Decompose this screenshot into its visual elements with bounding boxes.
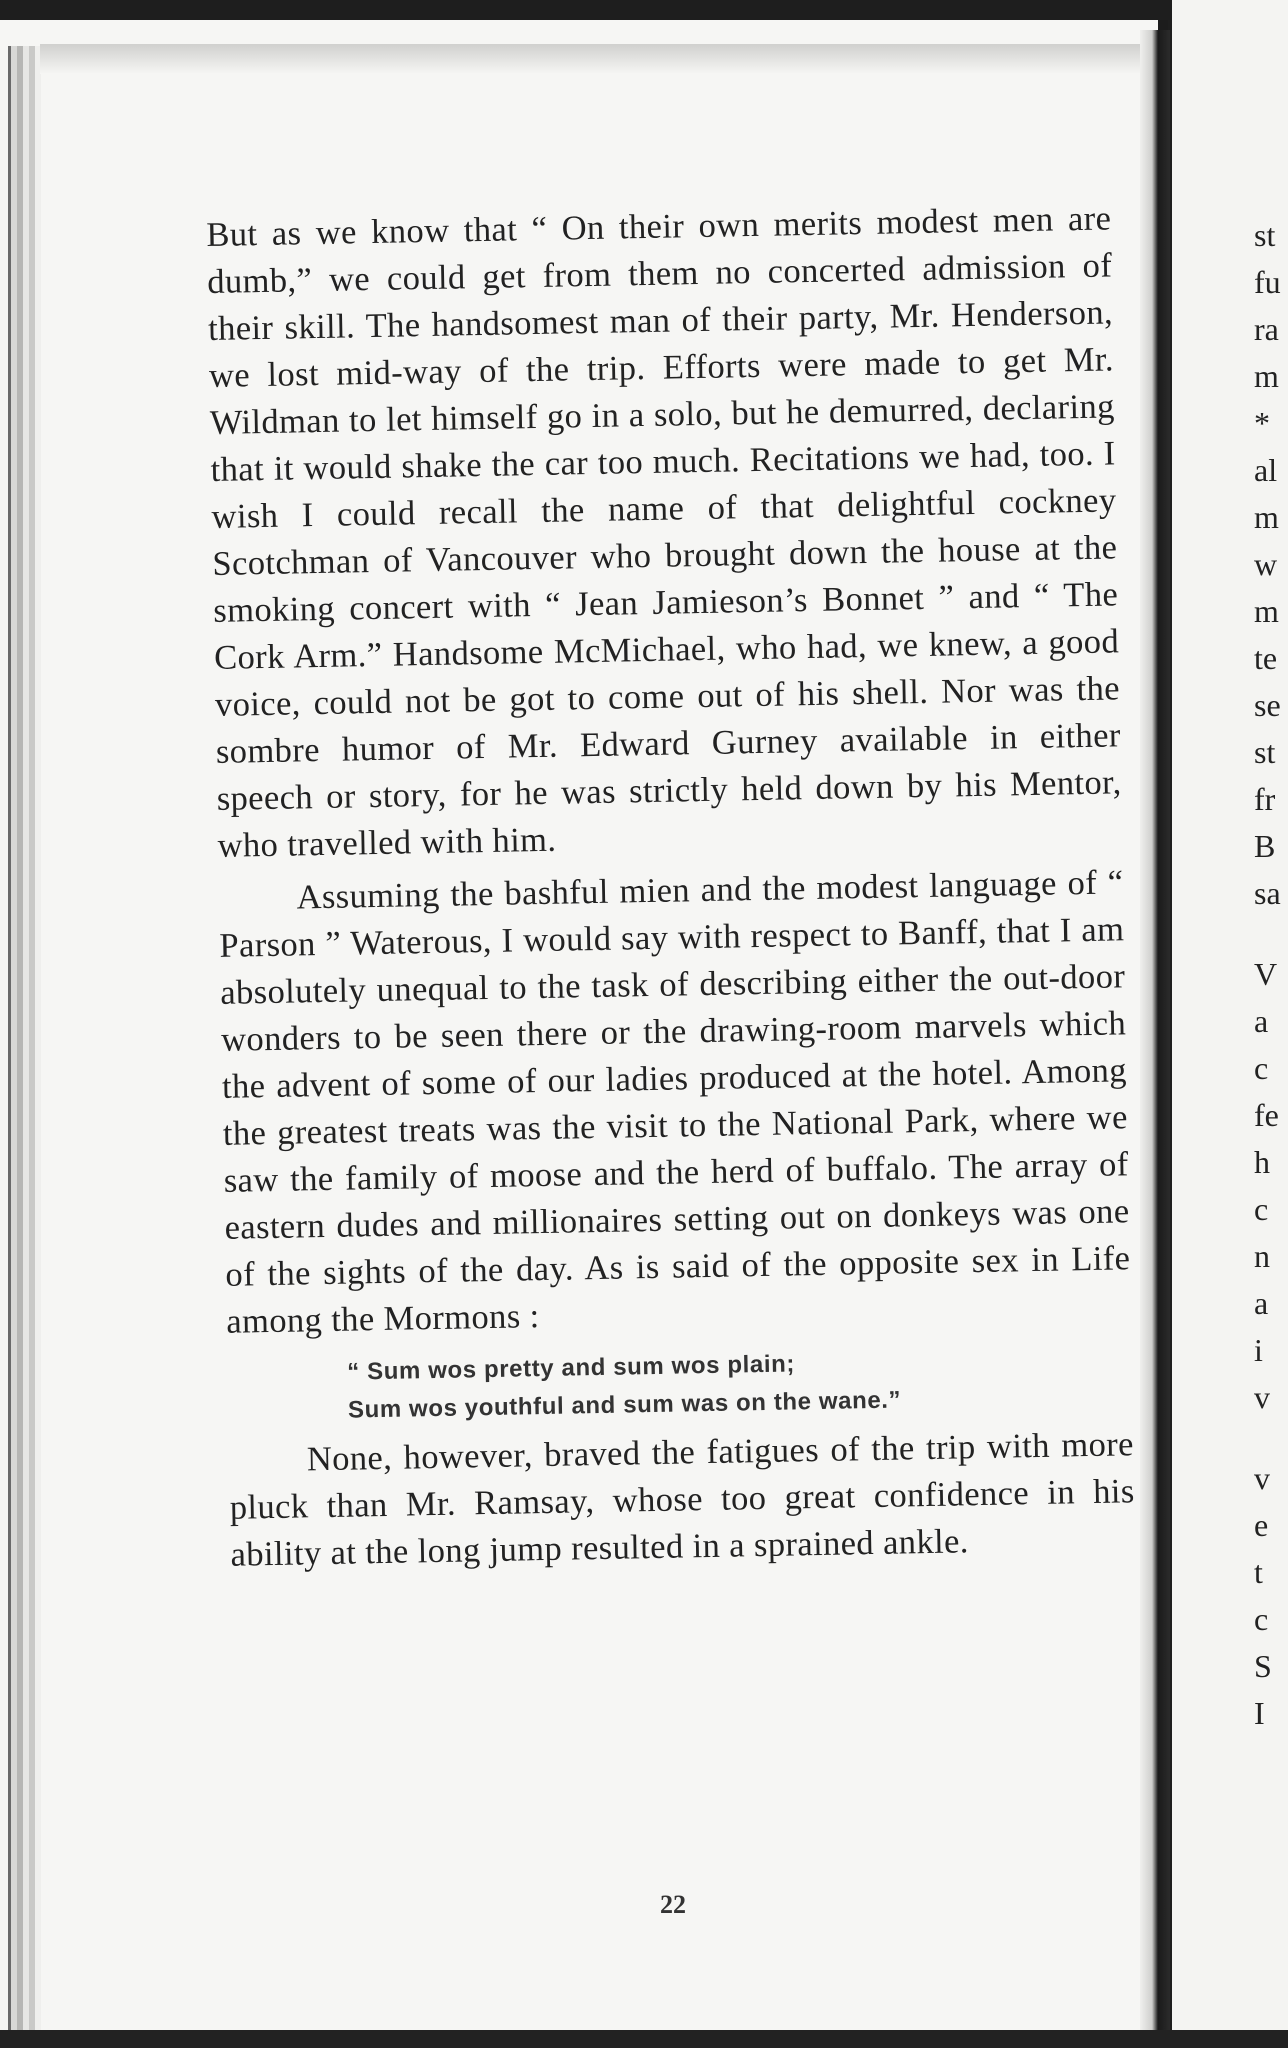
facing-page-fragment: I [1254, 1695, 1265, 1731]
facing-page-fragment: fr [1254, 781, 1276, 817]
facing-page-fragment: h [1254, 1144, 1270, 1180]
facing-page-fragment: m [1254, 499, 1279, 535]
facing-page-fragment: fu [1254, 264, 1281, 300]
facing-page-fragment: se [1254, 687, 1281, 723]
top-shadow [40, 44, 1140, 74]
facing-page-fragment: st [1254, 217, 1276, 253]
facing-page-fragment: te [1254, 640, 1278, 676]
facing-page-fragment: V [1254, 956, 1278, 992]
facing-page-fragment: m [1254, 593, 1279, 629]
facing-page-fragment [1254, 1421, 1288, 1455]
facing-page-fragment: a [1254, 1285, 1269, 1321]
facing-page-fragment: c [1254, 1601, 1269, 1637]
bottom-edge [0, 2030, 1288, 2048]
facing-page-fragment: st [1254, 734, 1276, 770]
paragraph-3: None, however, braved the fatigues of the trip with more pluck than Mr. Ramsay, whose too great confidence in his ability at the long jump resulted in a sprained ankle. [229, 1425, 1135, 1574]
facing-page-fragment: c [1254, 1191, 1269, 1227]
facing-page-fragment: B [1254, 828, 1276, 864]
paragraph-1: But as we know that “ On their own merits modest men are dumb,” we could get from them no concerted admission of their skill. The handsomest man of their party, Mr. Henderson, we lost mid-way of the trip. Efforts were made to get Mr. Wildman to let himself go in a solo, but he demurred, declaring that it would shake the car too much. Recitations we had, too. I wish I could recall the name of that delightful cockney Scotchman of Vancouver who brought down the house at the smoking concert with “ Jean Jamieson’s Bonnet ” and “ The Cork Arm.” Handsome McMichael, who had, we knew, a good voice, could not be got to come out of his shell. Nor was the sombre humor of Mr. Edward Gurney available in either speech or story, for he was strictly held down by his Mentor, who travelled with him. [206, 199, 1122, 865]
facing-page-fragment: a [1254, 1003, 1269, 1039]
left-page [0, 20, 1168, 2048]
facing-page-text-fragments [1254, 212, 1288, 1737]
facing-page-fragment: ra [1254, 311, 1279, 347]
facing-page-fragment: m [1254, 358, 1279, 394]
facing-page-fragment: n [1254, 1238, 1270, 1274]
book-gutter [1140, 30, 1170, 2048]
verse-line-1: “ Sum wos pretty and sum wos plain; [347, 1350, 796, 1386]
facing-page-fragment: al [1254, 452, 1278, 488]
facing-page-fragment: i [1254, 1332, 1263, 1368]
facing-page-fragment: fe [1254, 1097, 1279, 1133]
page-number: 22 [660, 1890, 686, 1919]
facing-page-fragment [1254, 917, 1288, 951]
facing-page-fragment: t [1254, 1554, 1263, 1590]
facing-page-fragment: v [1254, 1460, 1270, 1496]
facing-page-fragment: w [1254, 546, 1278, 582]
facing-page [1172, 0, 1288, 2048]
facing-page-fragment: * [1254, 405, 1270, 441]
verse-line-2: Sum wos youthful and sum was on the wane.” [347, 1386, 902, 1424]
facing-page-fragment: v [1254, 1379, 1270, 1415]
facing-page-fragment: c [1254, 1050, 1269, 1086]
verse-quote [347, 1339, 1133, 1429]
facing-page-fragment: sa [1254, 875, 1281, 911]
facing-page-fragment: S [1254, 1648, 1272, 1684]
facing-page-fragment: e [1254, 1507, 1269, 1543]
paragraph-2: Assuming the bashful mien and the modest language of “ Parson ” Waterous, I would say with respect to Banff, that I am absolutely unequal to the task of describing either the out-door wonders to be seen there or the drawing-room marvels which the advent of some of our ladies produced at the hotel. Among the greatest treats was the visit to the National Park, where we saw the family of moose and the herd of buffalo. The array of eastern dudes and millionaires setting out on donkeys was one of the sights of the day. As is said of the opposite sex in Life among the Mormons : [219, 863, 1131, 1341]
page-edges [8, 46, 57, 2048]
page-text [206, 195, 1136, 1578]
